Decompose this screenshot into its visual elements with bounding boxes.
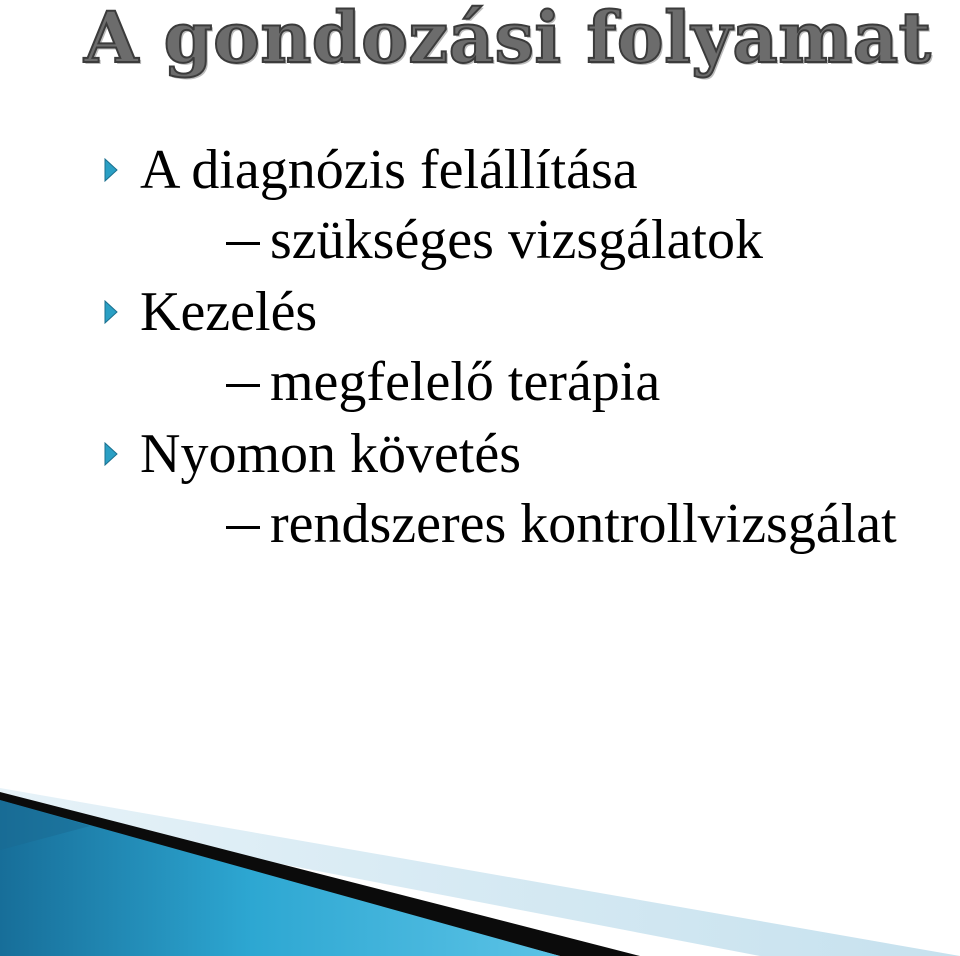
sub-text: rendszeres kontrollvizsgálat xyxy=(270,493,897,555)
sub-text: megfelelő terápia xyxy=(270,351,661,413)
sub-text: szükséges vizsgálatok xyxy=(270,209,763,271)
triangle-bullet-icon xyxy=(104,300,118,324)
dash-icon xyxy=(226,526,260,529)
slide-title: A gondozási folyamat xyxy=(84,0,932,79)
dash-icon xyxy=(226,242,260,245)
bullet-item-followup xyxy=(104,424,521,484)
dash-icon xyxy=(226,384,260,387)
triangle-bullet-icon xyxy=(104,158,118,182)
triangle-bullet-icon xyxy=(104,442,118,466)
bullet-item-diagnosis xyxy=(104,140,638,200)
bullet-item-treatment xyxy=(104,282,317,342)
bullet-text: A diagnózis felállítása xyxy=(140,139,638,201)
bullet-text: Kezelés xyxy=(140,281,318,343)
decorative-wave xyxy=(0,770,960,956)
sub-item-therapy xyxy=(226,352,660,412)
bullet-text: Nyomon követés xyxy=(140,423,522,485)
sub-item-checkup xyxy=(226,494,897,554)
sub-item-tests xyxy=(226,210,763,270)
